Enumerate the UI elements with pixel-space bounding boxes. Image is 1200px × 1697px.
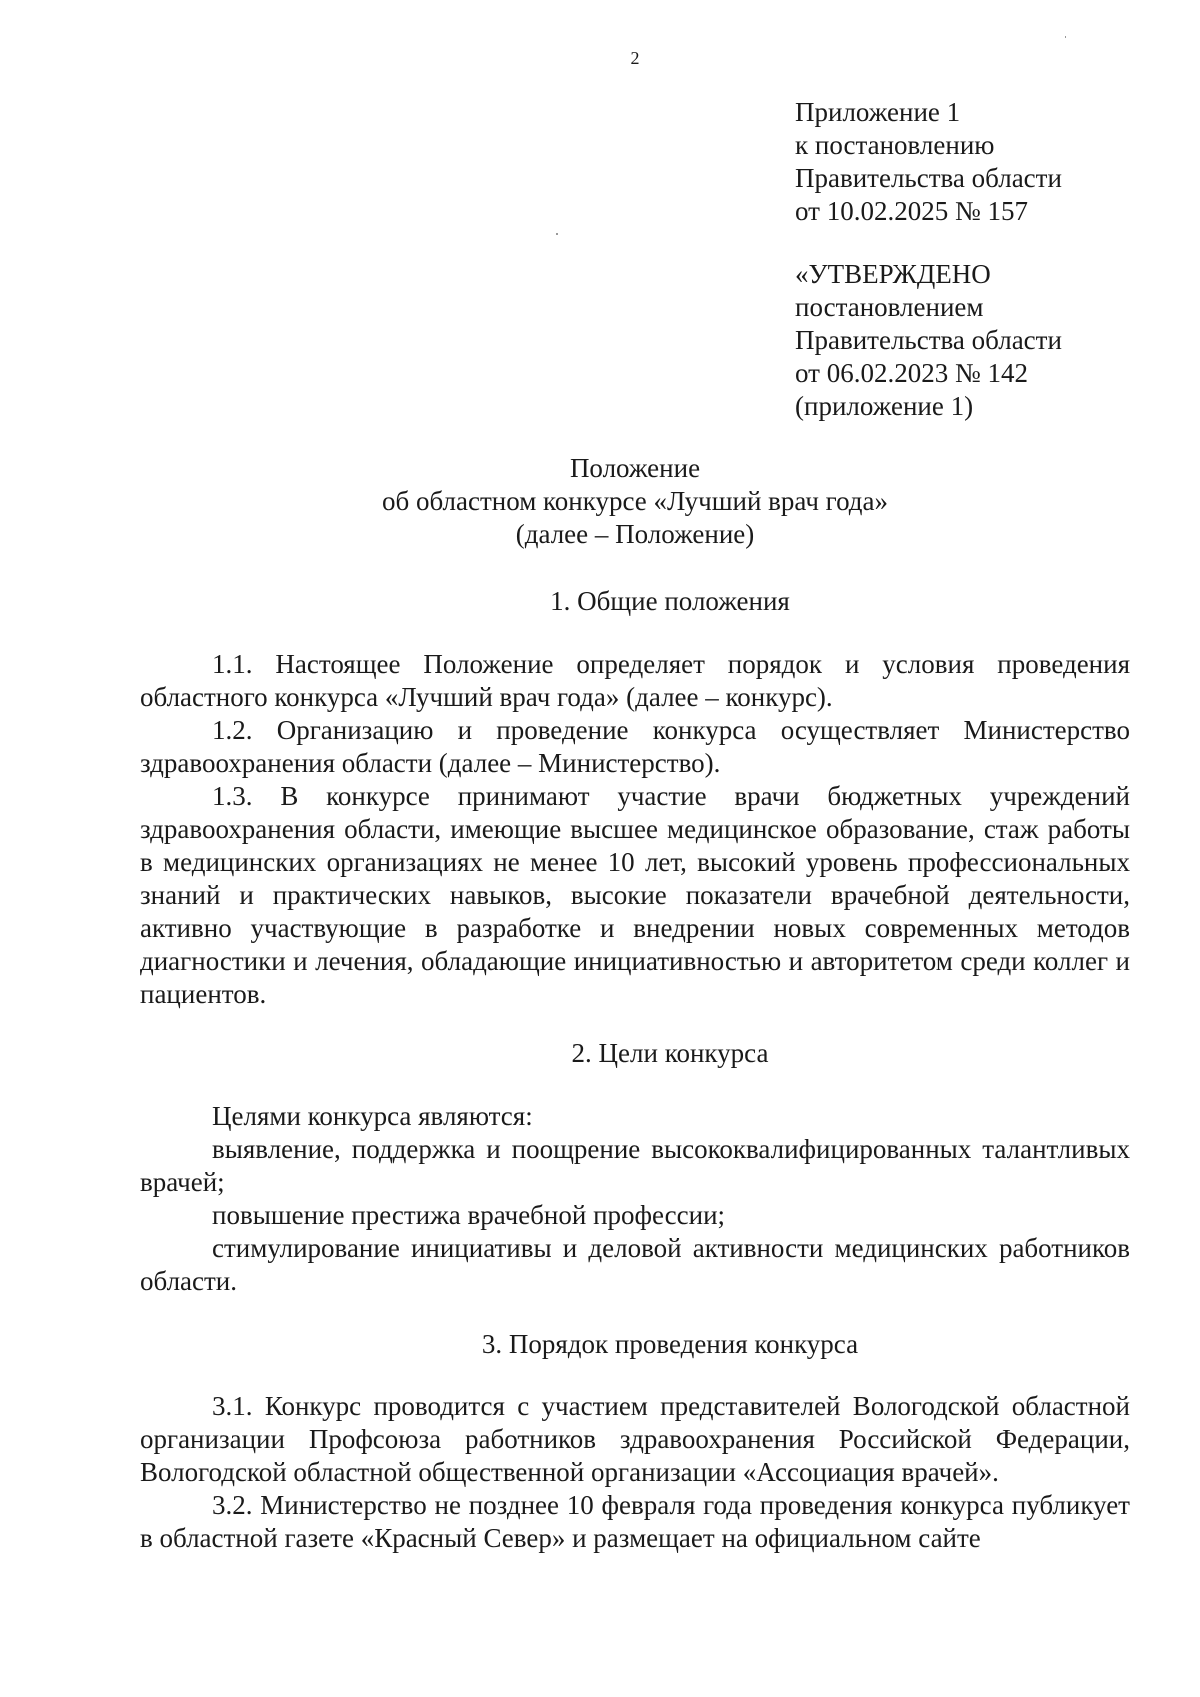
title-line: Положение bbox=[569, 453, 701, 483]
appendix-line: Правительства области bbox=[795, 163, 1062, 193]
paragraph: Целями конкурса являются: bbox=[212, 1101, 533, 1131]
section-1-body bbox=[140, 648, 1130, 1011]
approval-stamp bbox=[795, 258, 1062, 423]
approval-line: постановлением bbox=[795, 292, 984, 322]
page-number: 2 bbox=[630, 48, 640, 68]
appendix-stamp bbox=[795, 96, 1062, 228]
section-heading: 1. Общие положения bbox=[550, 586, 790, 616]
paragraph: 3.1. Конкурс проводится с участием представителей Вологодской областной организации Профсоюза работников здравоохранения Российской Федерации, Вологодской областной общественной организации «Ассоциация врачей». bbox=[140, 1391, 1130, 1487]
approval-line: от 06.02.2023 № 142 bbox=[795, 358, 1028, 388]
appendix-line: Приложение 1 bbox=[795, 97, 961, 127]
title-line: об областном конкурсе «Лучший врач года» bbox=[381, 486, 889, 516]
paragraph: 3.2. Министерство не позднее 10 февраля года проведения конкурса публикует в областной газете «Красный Север» и размещает на официальном сайте bbox=[140, 1490, 1130, 1553]
scan-speck bbox=[556, 233, 558, 235]
appendix-line: к постановлению bbox=[795, 130, 995, 160]
section-heading: 2. Цели конкурса bbox=[571, 1038, 769, 1068]
paragraph: 1.2. Организацию и проведение конкурса осуществляет Министерство здравоохранения области (далее – Министерство). bbox=[140, 715, 1130, 778]
section-heading: 3. Порядок проведения конкурса bbox=[481, 1329, 859, 1359]
document-title bbox=[0, 452, 1200, 551]
approval-line: Правительства области bbox=[795, 325, 1062, 355]
section-3-body bbox=[140, 1390, 1130, 1555]
title-line: (далее – Положение) bbox=[515, 519, 755, 549]
approval-line: «УТВЕРЖДЕНО bbox=[795, 259, 991, 289]
approval-line: (приложение 1) bbox=[795, 391, 974, 421]
paragraph: выявление, поддержка и поощрение высококвалифицированных талантливых врачей; bbox=[140, 1134, 1130, 1197]
paragraph: 1.3. В конкурсе принимают участие врачи бюджетных учреждений здравоохранения области, имеющие высшее медицинское образование, стаж работы в медицинских организациях не менее 10 лет, высокий уровень профессиональных знаний и практических навыков, высокие показатели врачебной деятельности, активно участвующие в разработке и внедрении новых современных методов диагностики и лечения, обладающие инициативностью и авторитетом среди коллег и пациентов. bbox=[140, 781, 1130, 1009]
paragraph: стимулирование инициативы и деловой активности медицинских работников области. bbox=[140, 1233, 1130, 1296]
paragraph: повышение престижа врачебной профессии; bbox=[212, 1200, 726, 1230]
paragraph: 1.1. Настоящее Положение определяет порядок и условия проведения областного конкурса «Лучший врач года» (далее – конкурс). bbox=[140, 649, 1130, 712]
scan-speck bbox=[1065, 36, 1066, 38]
section-2-body bbox=[140, 1100, 1130, 1298]
appendix-line: от 10.02.2025 № 157 bbox=[795, 196, 1028, 226]
